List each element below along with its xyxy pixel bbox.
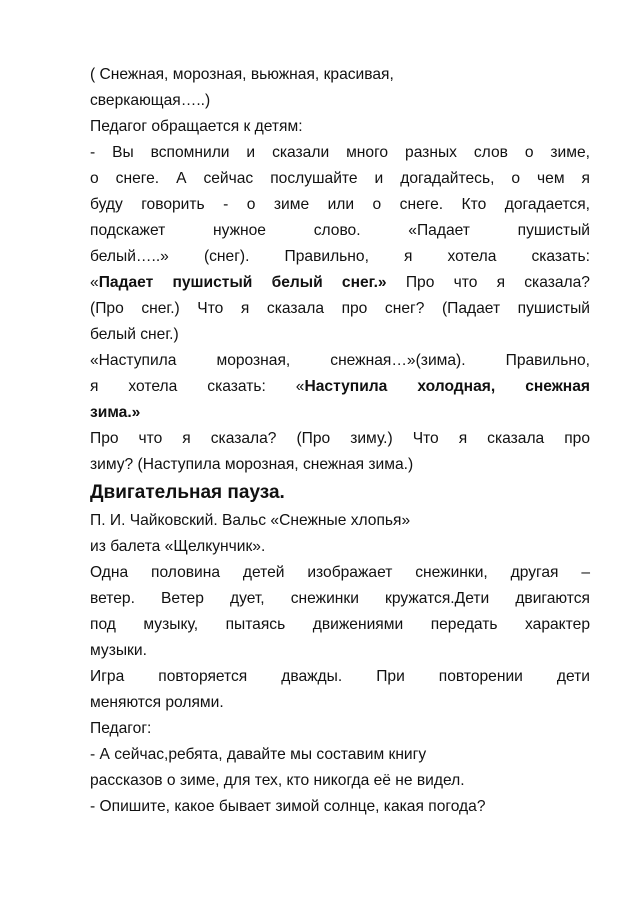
text-line: сверкающая…..) xyxy=(90,92,211,109)
text-line: Педагог обращается к детям: xyxy=(90,118,303,135)
text-line: (Про снег.) Что я сказала про снег? (Падает пушистый xyxy=(90,300,590,317)
text-line: - Вы вспомнили и сказали много разных слов о зиме, xyxy=(90,144,590,161)
text-line: рассказов о зиме, для тех, кто никогда её не видел. xyxy=(90,772,465,789)
text-line: Педагог: xyxy=(90,720,152,737)
text-line: белый…..» (снег). Правильно, я хотела сказать: xyxy=(90,248,590,265)
section-heading: Двигательная пауза. xyxy=(90,482,285,503)
text-line: музыки. xyxy=(90,642,147,659)
text-line: о снеге. А сейчас послушайте и догадайтесь, о чем я xyxy=(90,170,590,187)
text-line-mixed xyxy=(90,270,590,296)
bold-run: Наступила холодная, снежная xyxy=(304,378,590,395)
bold-run: Падает пушистый белый снег.» xyxy=(98,274,387,291)
text-line: подскажет нужное слово. «Падает пушистый xyxy=(90,222,590,239)
text-line: П. И. Чайковский. Вальс «Снежные хлопья» xyxy=(90,512,411,529)
text-line: меняются ролями. xyxy=(90,694,224,711)
text-line-mixed xyxy=(90,374,590,400)
text-line-mixed xyxy=(90,400,590,426)
text-line: Игра повторяется дважды. При повторении дети xyxy=(90,668,590,685)
text-run: Про что я сказала? xyxy=(386,274,590,291)
text-line: ветер. Ветер дует, снежинки кружатся.Дети двигаются xyxy=(90,590,590,607)
text-run: « xyxy=(90,274,99,291)
text-run: я хотела сказать: « xyxy=(90,378,305,395)
bold-run: зима.» xyxy=(90,404,141,421)
text-line: под музыку, пытаясь движениями передать характер xyxy=(90,616,590,633)
text-line: белый снег.) xyxy=(90,326,179,343)
text-line: «Наступила морозная, снежная…»(зима). Правильно, xyxy=(90,352,590,369)
text-line: - А сейчас,ребята, давайте мы составим книгу xyxy=(90,746,427,763)
text-line: буду говорить - о зиме или о снеге. Кто догадается, xyxy=(90,196,590,213)
document-page xyxy=(90,62,590,820)
text-line: из балета «Щелкунчик». xyxy=(90,538,266,555)
text-line: Про что я сказала? (Про зиму.) Что я сказала про xyxy=(90,430,590,447)
text-line: ( Снежная, морозная, вьюжная, красивая, xyxy=(90,66,394,83)
text-line: зиму? (Наступила морозная, снежная зима.) xyxy=(90,456,414,473)
text-line: Одна половина детей изображает снежинки, другая – xyxy=(90,564,590,581)
text-line: - Опишите, какое бывает зимой солнце, какая погода? xyxy=(90,798,486,815)
